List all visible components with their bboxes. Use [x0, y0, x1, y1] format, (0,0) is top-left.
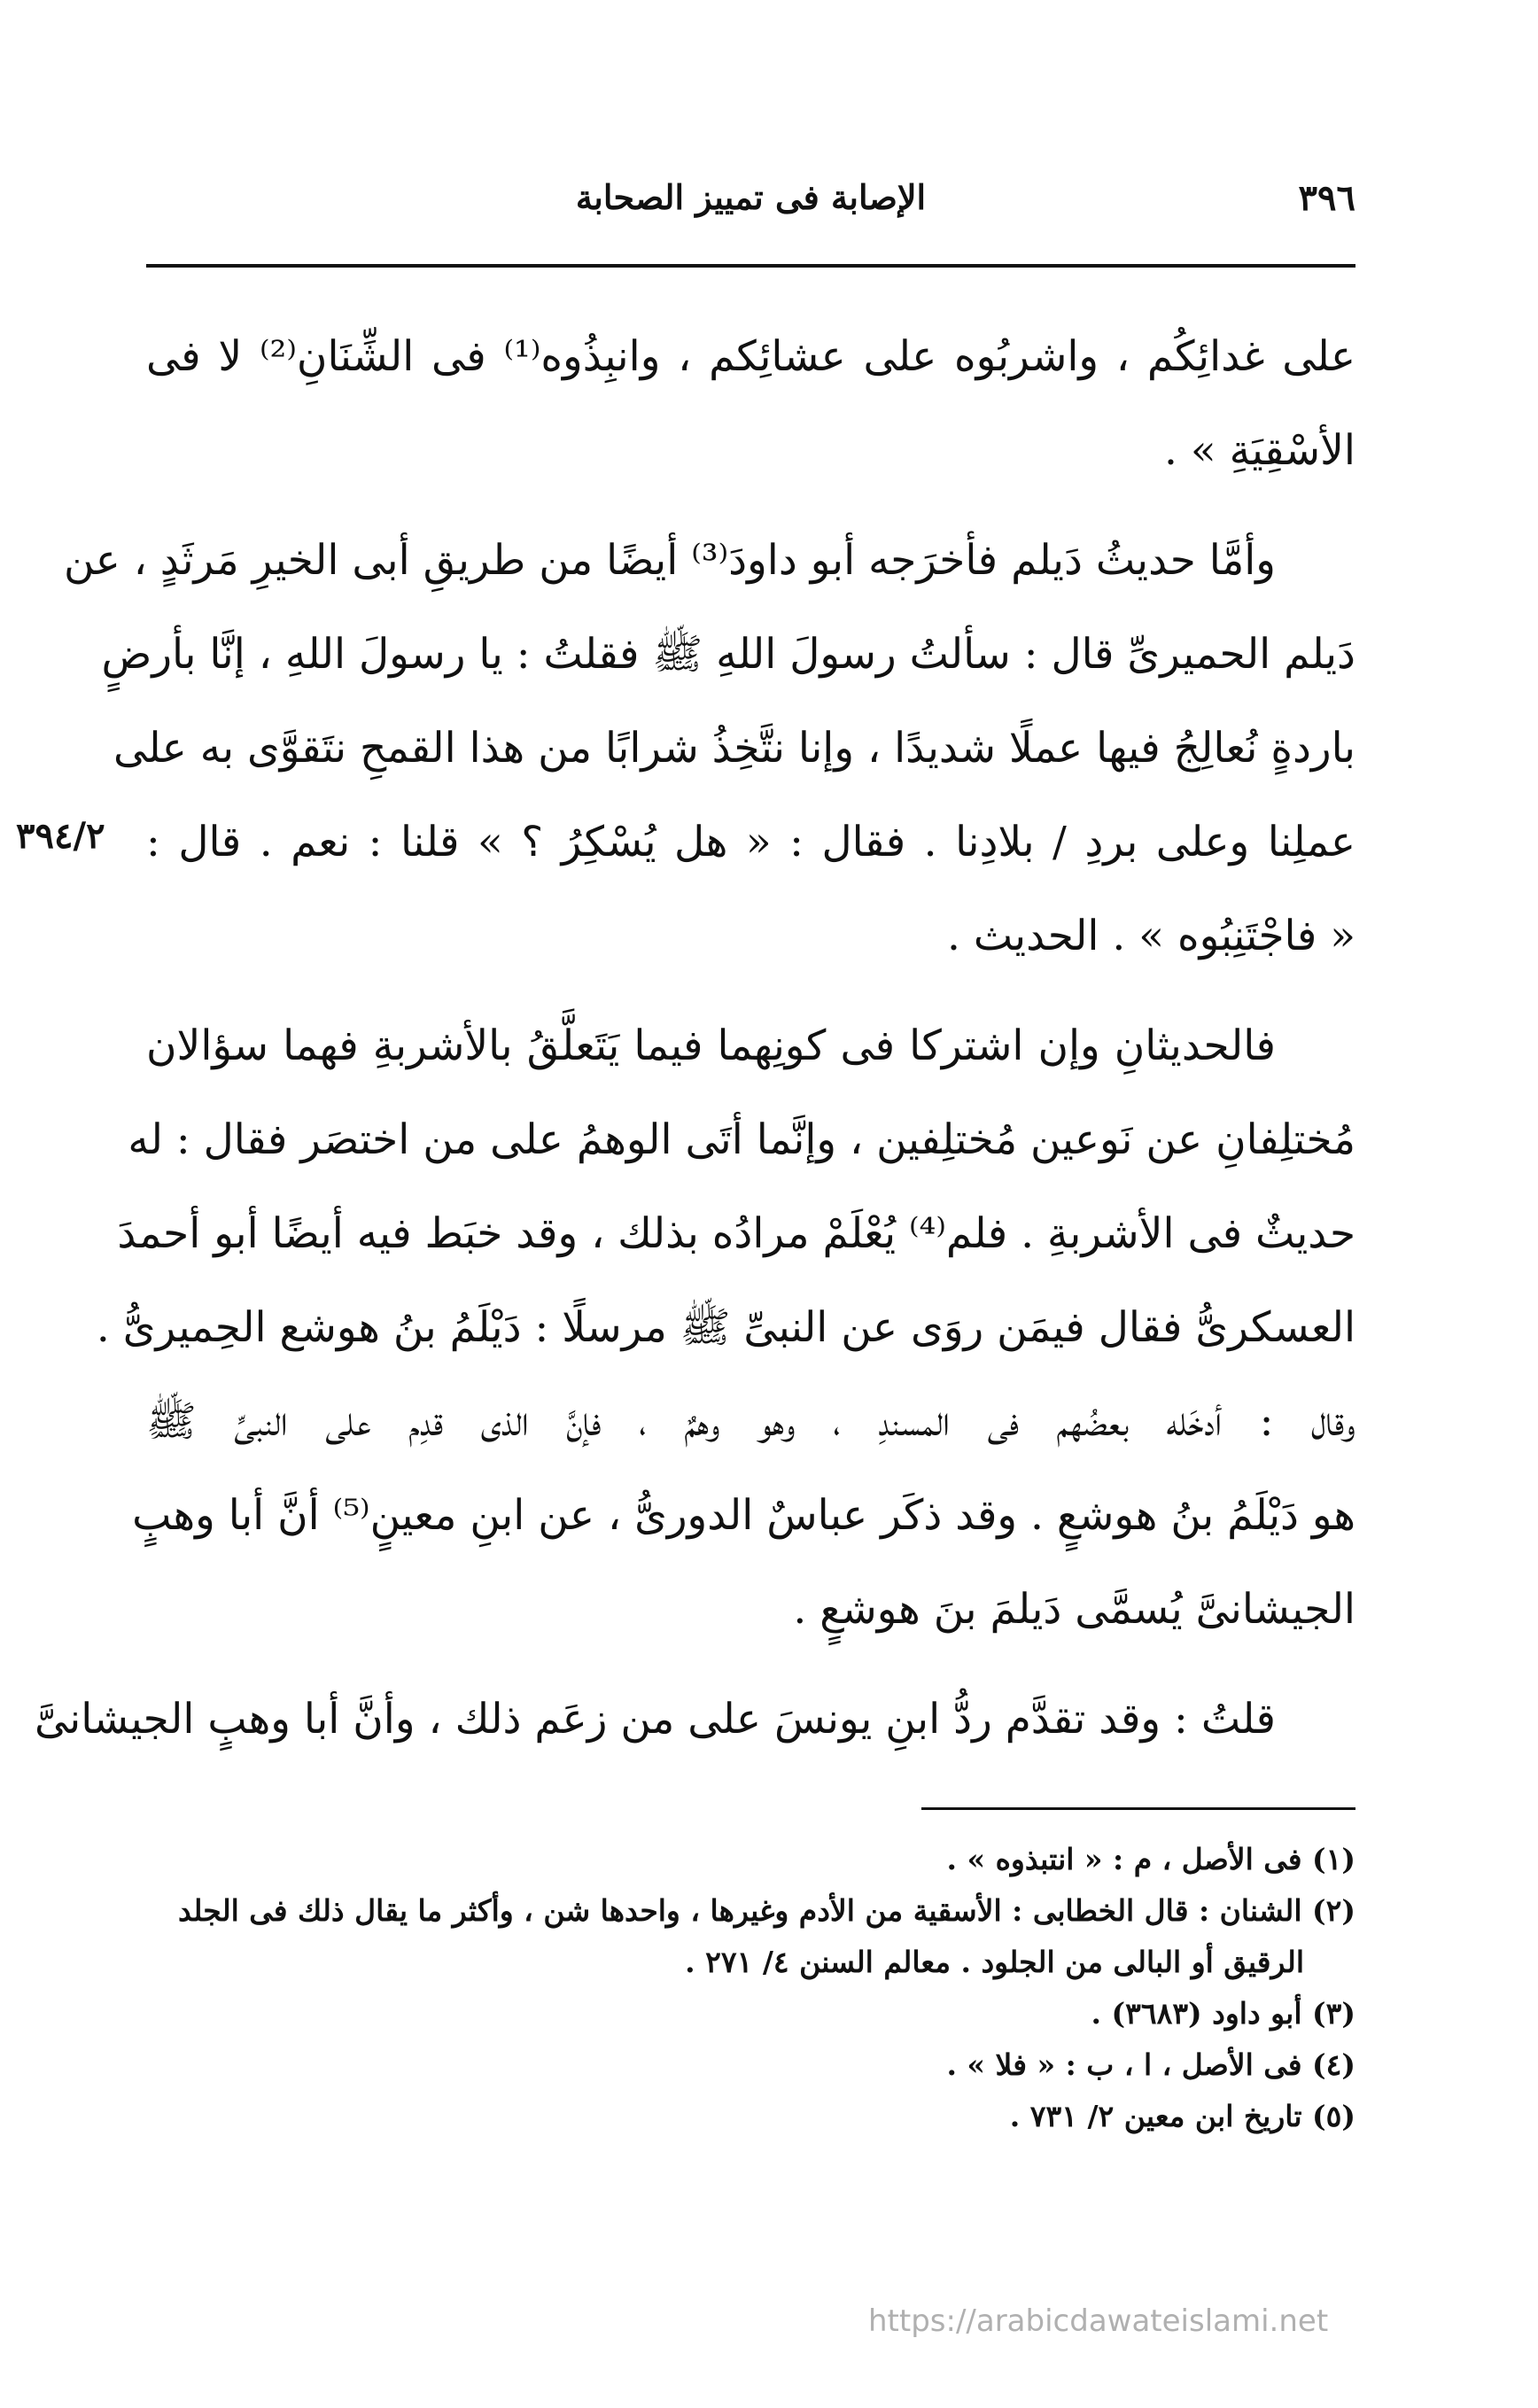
margin-volume-page-reference: ٣٩٤/٢	[16, 815, 105, 857]
header-rule	[146, 264, 1355, 268]
footnotes	[146, 1834, 1355, 2142]
footnote: (٥) تاريخ ابن معين ٢/ ٧٣١ .	[1009, 2099, 1355, 2133]
body-line: مُختلِفانِ عن نَوعين مُختلِفين ، وإنَّما أتَى الوهمُ على من اختصَر فقال : له	[128, 1115, 1355, 1164]
body-line: على غدائِكُم ، واشربُوه على عشائِكم ، وانبِذُوه⁽¹⁾ فى الشِّنَانِ⁽²⁾ لا فى	[146, 332, 1355, 381]
body-line: العسكرىُّ فقال فيمَن روَى عن النبىِّ ﷺ مرسلًا : دَيْلَمُ بنُ هوشع الحِميرىُّ .	[96, 1303, 1355, 1352]
body-line: هو دَيْلَمُ بنُ هوشعٍ . وقد ذكَر عباسٌ الدورىُّ ، عن ابنِ معينٍ⁽⁵⁾ أنَّ أبا وهبٍ	[132, 1491, 1355, 1540]
body-line: دَيلم الحميرىِّ قال : سألتُ رسولَ اللهِ ﷺ فقلتُ : يا رسولَ اللهِ ، إنَّا بأرضٍ	[101, 630, 1355, 679]
body-line: الجيشانىَّ يُسمَّى دَيلمَ بنَ هوشعٍ .	[793, 1585, 1355, 1634]
footnote: (٣) أبو داود (٣٦٨٣) .	[1091, 1996, 1355, 2031]
body-line: « فاجْتَنِبُوه » . الحديث .	[946, 912, 1355, 960]
footnote-separator	[921, 1807, 1355, 1810]
book-title: الإصابة فى تمييز الصحابة	[575, 177, 927, 217]
footnote: (٢) الشنان : قال الخطابى : الأسقية من الأدم وغيرها ، واحدها شن ، وأكثر ما يقال ذلك فى الجلد	[178, 1893, 1355, 1928]
body-line: الأسْقِيَةِ » .	[1164, 426, 1355, 475]
page-header	[146, 177, 1355, 239]
page-number: ٣٩٦	[1298, 177, 1355, 219]
footnote-continuation: الرقيق أو البالى من الجلود . معالم السنن ٤/ ٢٧١ .	[685, 1945, 1304, 1979]
body-line: وأمَّا حديثُ دَيلم فأخرَجه أبو داودَ⁽³⁾ أيضًا من طريقِ أبى الخيرِ مَرثَدٍ ، عن	[63, 536, 1276, 585]
body-line: فالحديثانِ وإن اشتركا فى كونِهما فيما يَتَعلَّقُ بالأشربةِ فهما سؤالان	[146, 1021, 1276, 1070]
body-line: قلتُ : وقد تقدَّم ردُّ ابنِ يونسَ على من زعَم ذلك ، وأنَّ أبا وهبٍ الجيشانىَّ	[34, 1695, 1276, 1744]
body-line: باردةٍ نُعالِجُ فيها عملًا شديدًا ، وإنا نتَّخِذُ شرابًا من هذا القمحِ نتَقوَّى به على	[113, 724, 1355, 773]
body-line: عملِنا وعلى بردِ / بلادِنا . فقال : « هل يُسْكِرُ ؟ » قلنا : نعم . قال :	[146, 818, 1355, 866]
watermark-url: https://arabicdawateislami.net	[868, 2303, 1329, 2339]
body-line: وقال : أدخَله بعضُهم فى المسندِ ، وهو وهمٌ ، فإنَّ الذى قدِم على النبىِّ ﷺ	[146, 1397, 1355, 1446]
footnote: (١) فى الأصل ، م : « انتبذوه » .	[946, 1842, 1355, 1876]
footnote: (٤) فى الأصل ، ا ، ب : « فلا » .	[946, 2047, 1355, 2082]
body-line: حديثٌ فى الأشربةِ . فلم⁽⁴⁾ يُعْلَمْ مرادُه بذلك ، وقد خبَط فيه أيضًا أبو أحمدَ	[117, 1209, 1355, 1258]
